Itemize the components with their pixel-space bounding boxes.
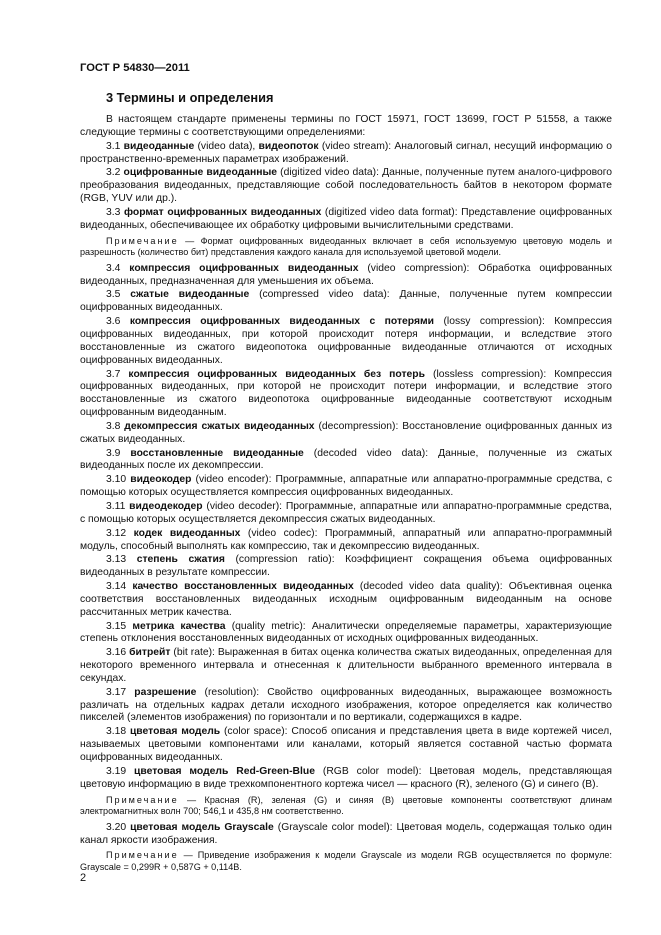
term-paragraph: 3.4 компрессия оцифрованных видеоданных (video compression): Обработка оцифрованных видеоданных, предназначенная для уменьшения их объема.: [80, 262, 612, 287]
intro-paragraph: В настоящем стандарте применены термины по ГОСТ 15971, ГОСТ 13699, ГОСТ Р 51558, а также следующие термины с соответствующими определениями:: [80, 114, 612, 138]
term-paragraph: 3.14 качество восстановленных видеоданных (decoded video data quality): Объективная оценка соответствия восстановленных видеоданных исходным оцифрованным видеоданным на основе рассчитанных метрик качества.: [80, 581, 612, 618]
term-paragraph: 3.2 оцифрованные видеоданные (digitized video data): Данные, полученные путем аналого-цифрового преобразования видеоданных, представляющие собой последовательность байтов в некотором формате (RGB, YUV или др.).: [80, 167, 613, 205]
term-paragraph: 3.15 метрика качества (quality metric): Аналитически определяемые параметры, характеризующие степень отклонения восстановленных видеоданных от исходных оцифрованных видеоданных.: [80, 620, 613, 645]
term-paragraph: 3.1 видеоданные (video data), видеопоток (video stream): Аналоговый сигнал, несущий информацию о пространственно-временных параметрах изображений.: [80, 140, 613, 165]
term-paragraph: 3.12 кодек видеоданных (video codec): Программный, аппаратный или аппаратно-программный модуль, способный выполнять как компрессию, так и декомпрессию видеоданных.: [80, 527, 613, 552]
term-paragraph: 3.3 формат оцифрованных видеоданных (digitized video data format): Представление оцифрованных видеоданных, обеспечивающее их обработку цифровыми вычислительными средствами.: [80, 206, 612, 231]
term-paragraph: 3.9 восстановленные видеоданные (decoded video data): Данные, полученные из сжатых видеоданных после их декомпрессии.: [80, 447, 613, 472]
page-number: 2: [80, 872, 87, 884]
term-paragraph: 3.5 сжатые видеоданные (compressed video data): Данные, полученные путем компрессии оцифрованных видеоданных.: [80, 289, 612, 314]
document-body: [80, 114, 612, 878]
note-paragraph: Примечание — Приведение изображения к модели Grayscale из модели RGB осуществляется по формуле: Grayscale = 0,299R + 0,587G + 0,114B.: [80, 850, 612, 872]
section-heading: 3 Термины и определения: [106, 90, 274, 105]
term-paragraph: 3.10 видеокодер (video encoder): Программные, аппаратные или аппаратно-программные средства, с помощью которых осуществляется компрессия оцифрованных видеоданных.: [80, 474, 613, 499]
note-paragraph: Примечание — Красная (R), зеленая (G) и синяя (B) цветовые компоненты соответствуют длинам электромагнитных волн 700; 546,1 и 435,8 нм соответственно.: [80, 794, 613, 817]
term-paragraph: 3.19 цветовая модель Red-Green-Blue (RGB color model): Цветовая модель, представляющая цветовую информацию в виде трехкомпонентного кортежа чисел — красного (R), зеленого (G) и синего (B).: [80, 765, 613, 790]
term-paragraph: 3.11 видеодекодер (video decoder): Программные, аппаратные или аппаратно-программные средства, с помощью которых осуществляется декомпрессия сжатых видеоданных.: [80, 500, 612, 525]
term-paragraph: 3.8 декомпрессия сжатых видеоданных (decompression): Восстановление оцифрованных данных из сжатых видеоданных.: [80, 420, 613, 445]
term-paragraph: 3.16 битрейт (bit rate): Выраженная в битах оценка количества сжатых видеоданных, определенная для некоторого временного интервала и отнесенная к длительности выбранного временного интервала в секундах.: [80, 647, 613, 684]
term-paragraph: 3.6 компрессия оцифрованных видеоданных с потерями (lossy compression): Компрессия оцифрованных видеоданных, при которой происходит потеря информации, и вследствие этого восстановленные из сжатого видеопотока оцифрованные видеоданные отличаются от исходных оцифрованных видеоданных.: [80, 316, 613, 366]
note-paragraph: Примечание — Формат оцифрованных видеоданных включает в себя используемую цветовую модель и разрешность (количество бит) представления каждого канала для используемой цветовой модели.: [80, 235, 612, 258]
term-paragraph: 3.18 цветовая модель (color space): Способ описания и представления цвета в виде кортежей чисел, называемых цветовыми компонентами или каналами, который является составной частью формата оцифрованных видеоданных.: [80, 726, 613, 763]
term-paragraph: 3.13 степень сжатия (compression ratio): Коэффициент сокращения объема оцифрованных видеоданных в результате компрессии.: [80, 554, 613, 579]
term-paragraph: 3.20 цветовая модель Grayscale (Grayscale color model): Цветовая модель, содержащая только один канал яркости изображения.: [80, 821, 613, 846]
term-paragraph: 3.17 разрешение (resolution): Свойство оцифрованных видеоданных, выражающее возможность различать на отдельных кадрах детали исходного изображения, которое определяется как количество пикселей (элементов изображения) по горизонтали и по вертикали, содержащихся в кадре.: [80, 686, 613, 724]
term-paragraph: 3.7 компрессия оцифрованных видеоданных без потерь (lossless compression): Компрессия оцифрованных видеоданных, при которой не происходит потери информации, и вследствие этого восстановленные из сжатого видеопотока оцифрованные видеоданные соответствуют исходным оцифрованным видеоданным.: [80, 368, 612, 419]
standard-header: ГОСТ Р 54830—2011: [80, 62, 190, 74]
